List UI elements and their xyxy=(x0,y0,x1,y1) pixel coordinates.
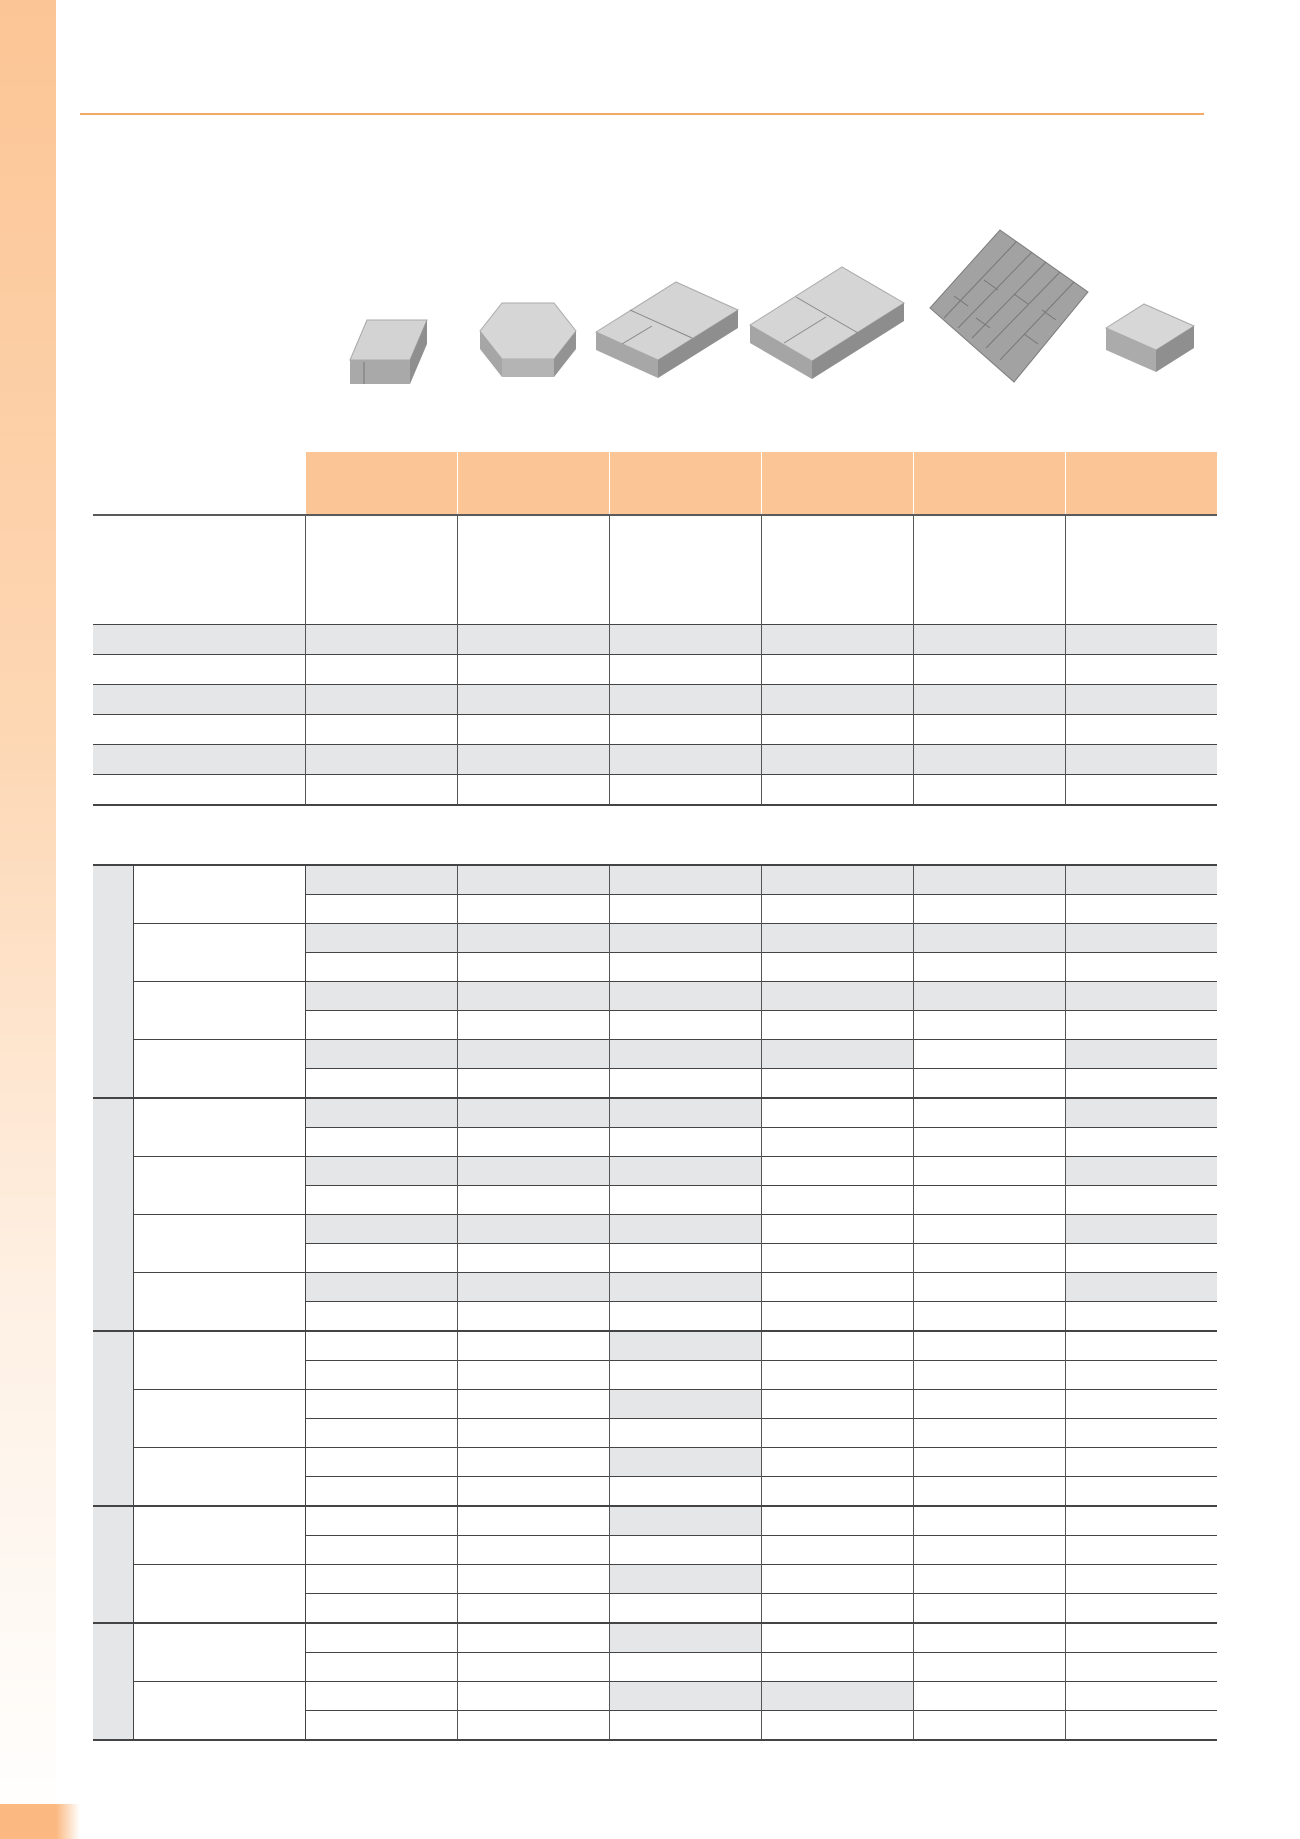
product-header-5 xyxy=(913,452,1065,515)
subgroup-label-cell xyxy=(133,1273,305,1332)
availability-cell xyxy=(761,1040,913,1069)
availability-cell xyxy=(609,1098,761,1128)
availability-cell xyxy=(1065,1215,1217,1244)
spec-cell xyxy=(305,625,457,655)
availability-cell xyxy=(609,1273,761,1302)
availability-cell xyxy=(761,1098,913,1128)
spec-cell xyxy=(913,745,1065,775)
availability-cell xyxy=(913,953,1065,982)
availability-cell xyxy=(1065,1506,1217,1536)
availability-cell xyxy=(1065,1682,1217,1711)
availability-cell xyxy=(457,1186,609,1215)
availability-cell xyxy=(305,1477,457,1507)
availability-cell xyxy=(609,865,761,895)
availability-cell xyxy=(305,1623,457,1653)
availability-cell xyxy=(913,1506,1065,1536)
availability-cell xyxy=(1065,1273,1217,1302)
availability-cell xyxy=(305,1157,457,1186)
availability-cell xyxy=(457,1040,609,1069)
spec-row xyxy=(93,655,1217,685)
subgroup-label-cell xyxy=(133,1682,305,1741)
availability-cell xyxy=(305,1390,457,1419)
spec-label-cell xyxy=(93,515,305,625)
availability-cell xyxy=(761,1157,913,1186)
availability-cell xyxy=(913,865,1065,895)
availability-cell xyxy=(305,1594,457,1624)
availability-row xyxy=(93,1682,1217,1711)
availability-cell xyxy=(761,953,913,982)
spec-row xyxy=(93,715,1217,745)
rhombus-paver-icon xyxy=(342,312,432,392)
subgroup-label-cell xyxy=(133,865,305,924)
availability-cell xyxy=(305,895,457,924)
availability-cell xyxy=(1065,1157,1217,1186)
availability-cell xyxy=(761,1623,913,1653)
availability-cell xyxy=(761,1069,913,1099)
subgroup-label-cell xyxy=(133,1157,305,1215)
spec-cell xyxy=(761,775,913,806)
availability-cell xyxy=(609,1711,761,1741)
availability-row xyxy=(93,1565,1217,1594)
spec-cell xyxy=(457,625,609,655)
availability-cell xyxy=(609,1128,761,1157)
availability-cell xyxy=(913,1215,1065,1244)
spec-cell xyxy=(913,625,1065,655)
availability-cell xyxy=(457,1448,609,1477)
spec-cell xyxy=(1065,515,1217,625)
spec-cell xyxy=(761,745,913,775)
page-tab xyxy=(0,1804,80,1839)
subgroup-label-cell xyxy=(133,1390,305,1448)
availability-cell xyxy=(457,1594,609,1624)
spec-label-cell xyxy=(93,655,305,685)
availability-cell xyxy=(761,1536,913,1565)
availability-row xyxy=(93,982,1217,1011)
product-header-2 xyxy=(457,452,609,515)
availability-cell xyxy=(609,1536,761,1565)
availability-cell xyxy=(609,895,761,924)
availability-cell xyxy=(609,1244,761,1273)
availability-cell xyxy=(913,1244,1065,1273)
availability-cell xyxy=(913,1390,1065,1419)
product-header-4 xyxy=(761,452,913,515)
spec-row xyxy=(93,745,1217,775)
spec-cell xyxy=(913,685,1065,715)
spec-cell xyxy=(609,715,761,745)
availability-cell xyxy=(761,1565,913,1594)
spec-cell xyxy=(457,685,609,715)
availability-row xyxy=(93,1506,1217,1536)
group-label-cell xyxy=(93,1623,133,1740)
availability-cell xyxy=(609,1011,761,1040)
availability-cell xyxy=(913,1419,1065,1448)
availability-cell xyxy=(305,1682,457,1711)
availability-cell xyxy=(761,865,913,895)
availability-cell xyxy=(305,1361,457,1390)
availability-cell xyxy=(1065,1186,1217,1215)
spec-cell xyxy=(457,655,609,685)
availability-cell xyxy=(457,1098,609,1128)
spec-label-cell xyxy=(93,715,305,745)
availability-cell xyxy=(457,1215,609,1244)
availability-cell xyxy=(1065,1448,1217,1477)
spec-cell xyxy=(609,745,761,775)
spec-cell xyxy=(761,685,913,715)
availability-cell xyxy=(305,1653,457,1682)
spec-cell xyxy=(1065,625,1217,655)
availability-cell xyxy=(609,1390,761,1419)
availability-cell xyxy=(913,1565,1065,1594)
availability-cell xyxy=(761,1682,913,1711)
header-rule xyxy=(80,113,1204,115)
availability-cell xyxy=(913,1361,1065,1390)
availability-cell xyxy=(1065,1011,1217,1040)
availability-cell xyxy=(457,1565,609,1594)
availability-cell xyxy=(457,1390,609,1419)
availability-cell xyxy=(1065,1536,1217,1565)
availability-cell xyxy=(761,1011,913,1040)
availability-cell xyxy=(457,1623,609,1653)
product-header-6 xyxy=(1065,452,1217,515)
availability-cell xyxy=(609,1565,761,1594)
availability-cell xyxy=(305,982,457,1011)
availability-cell xyxy=(609,953,761,982)
availability-cell xyxy=(609,1506,761,1536)
spec-cell xyxy=(1065,715,1217,745)
availability-cell xyxy=(913,982,1065,1011)
availability-cell xyxy=(761,1273,913,1302)
availability-cell xyxy=(305,1506,457,1536)
availability-row xyxy=(93,1157,1217,1186)
availability-table xyxy=(93,864,1217,1741)
availability-cell xyxy=(913,1098,1065,1128)
spec-cell xyxy=(609,685,761,715)
availability-cell xyxy=(305,1302,457,1332)
availability-cell xyxy=(609,1069,761,1099)
availability-cell xyxy=(1065,1477,1217,1507)
availability-cell xyxy=(305,1040,457,1069)
availability-cell xyxy=(1065,1565,1217,1594)
availability-cell xyxy=(913,1682,1065,1711)
availability-cell xyxy=(761,895,913,924)
availability-cell xyxy=(457,1157,609,1186)
availability-cell xyxy=(761,982,913,1011)
availability-cell xyxy=(761,1653,913,1682)
availability-cell xyxy=(457,1244,609,1273)
spec-row xyxy=(93,685,1217,715)
availability-cell xyxy=(305,865,457,895)
availability-cell xyxy=(457,1331,609,1361)
square-paver-icon xyxy=(1098,292,1203,387)
availability-cell xyxy=(457,924,609,953)
availability-cell xyxy=(305,953,457,982)
availability-cell xyxy=(609,1623,761,1653)
availability-cell xyxy=(1065,865,1217,895)
availability-cell xyxy=(457,895,609,924)
availability-cell xyxy=(1065,1594,1217,1624)
availability-cell xyxy=(305,1215,457,1244)
availability-cell xyxy=(761,1186,913,1215)
availability-cell xyxy=(1065,1098,1217,1128)
availability-cell xyxy=(913,1623,1065,1653)
availability-cell xyxy=(761,1390,913,1419)
availability-cell xyxy=(457,1011,609,1040)
availability-row xyxy=(93,924,1217,953)
availability-cell xyxy=(913,924,1065,953)
availability-cell xyxy=(913,1653,1065,1682)
availability-cell xyxy=(305,1011,457,1040)
group-label-cell xyxy=(93,865,133,1098)
spec-cell xyxy=(305,515,457,625)
availability-cell xyxy=(761,1128,913,1157)
availability-row xyxy=(93,1623,1217,1653)
availability-row xyxy=(93,865,1217,895)
availability-cell xyxy=(457,1477,609,1507)
availability-cell xyxy=(1065,953,1217,982)
availability-cell xyxy=(609,1361,761,1390)
availability-cell xyxy=(761,1711,913,1741)
availability-cell xyxy=(913,1448,1065,1477)
availability-cell xyxy=(305,1565,457,1594)
availability-cell xyxy=(609,1682,761,1711)
group-label-cell xyxy=(93,1098,133,1331)
availability-cell xyxy=(761,1594,913,1624)
availability-cell xyxy=(457,865,609,895)
spec-cell xyxy=(609,775,761,806)
availability-cell xyxy=(913,1011,1065,1040)
availability-cell xyxy=(913,1069,1065,1099)
spec-cell xyxy=(457,745,609,775)
availability-cell xyxy=(913,1594,1065,1624)
subgroup-label-cell xyxy=(133,1623,305,1682)
spec-cell xyxy=(305,715,457,745)
availability-cell xyxy=(305,924,457,953)
availability-cell xyxy=(457,1419,609,1448)
hexagon-paver-icon xyxy=(472,297,582,387)
availability-cell xyxy=(1065,1128,1217,1157)
spec-label-cell xyxy=(93,745,305,775)
availability-cell xyxy=(305,1448,457,1477)
availability-cell xyxy=(913,1302,1065,1332)
spec-cell xyxy=(1065,775,1217,806)
availability-cell xyxy=(1065,895,1217,924)
availability-cell xyxy=(457,1273,609,1302)
availability-row xyxy=(93,1098,1217,1128)
spec-cell xyxy=(1065,685,1217,715)
availability-cell xyxy=(457,1536,609,1565)
availability-cell xyxy=(913,1711,1065,1741)
spec-cell xyxy=(305,685,457,715)
availability-cell xyxy=(761,1361,913,1390)
availability-cell xyxy=(913,1157,1065,1186)
spec-cell xyxy=(913,515,1065,625)
spec-cell xyxy=(305,655,457,685)
subgroup-label-cell xyxy=(133,1098,305,1157)
availability-cell xyxy=(457,1302,609,1332)
group-label-cell xyxy=(93,1506,133,1623)
spec-label-cell xyxy=(93,625,305,655)
spec-data-rows xyxy=(93,625,1217,806)
availability-cell xyxy=(305,1128,457,1157)
spec-table xyxy=(93,452,1217,806)
availability-cell xyxy=(913,1186,1065,1215)
availability-row xyxy=(93,1273,1217,1302)
spec-cell xyxy=(913,775,1065,806)
availability-cell xyxy=(305,1419,457,1448)
availability-cell xyxy=(1065,924,1217,953)
availability-cell xyxy=(761,1448,913,1477)
availability-cell xyxy=(305,1186,457,1215)
availability-cell xyxy=(457,982,609,1011)
availability-cell xyxy=(761,924,913,953)
availability-cell xyxy=(305,1711,457,1741)
group-label-cell xyxy=(93,1331,133,1506)
spec-cell xyxy=(305,775,457,806)
availability-row xyxy=(93,1448,1217,1477)
availability-cell xyxy=(609,1302,761,1332)
spec-cell xyxy=(761,655,913,685)
availability-cell xyxy=(305,1331,457,1361)
spec-cell xyxy=(609,655,761,685)
availability-cell xyxy=(305,1244,457,1273)
availability-cell xyxy=(1065,1244,1217,1273)
plank-pattern-paver-icon xyxy=(924,222,1094,392)
spec-label-cell xyxy=(93,685,305,715)
availability-cell xyxy=(609,1594,761,1624)
availability-cell xyxy=(761,1215,913,1244)
product-header-1 xyxy=(305,452,457,515)
spec-cell xyxy=(609,515,761,625)
large-split-rectangle-paver-icon xyxy=(744,247,909,397)
availability-cell xyxy=(1065,1653,1217,1682)
spec-cell xyxy=(457,515,609,625)
availability-cell xyxy=(761,1331,913,1361)
availability-cell xyxy=(1065,1419,1217,1448)
spec-cell xyxy=(761,715,913,745)
availability-cell xyxy=(609,1448,761,1477)
spec-cell xyxy=(913,715,1065,745)
availability-cell xyxy=(1065,1711,1217,1741)
subgroup-label-cell xyxy=(133,924,305,982)
availability-cell xyxy=(913,1273,1065,1302)
subgroup-label-cell xyxy=(133,1215,305,1273)
availability-cell xyxy=(305,1536,457,1565)
spec-row xyxy=(93,775,1217,806)
availability-cell xyxy=(1065,982,1217,1011)
availability-row xyxy=(93,1331,1217,1361)
availability-cell xyxy=(913,895,1065,924)
spec-corner-cell xyxy=(93,452,305,515)
availability-cell xyxy=(609,1186,761,1215)
product-illustrations xyxy=(306,222,1218,402)
availability-cell xyxy=(609,924,761,953)
spec-cell xyxy=(913,655,1065,685)
availability-cell xyxy=(913,1128,1065,1157)
availability-cell xyxy=(761,1506,913,1536)
availability-cell xyxy=(457,953,609,982)
availability-cell xyxy=(457,1069,609,1099)
availability-cell xyxy=(1065,1361,1217,1390)
availability-cell xyxy=(761,1302,913,1332)
availability-cell xyxy=(609,1215,761,1244)
subgroup-label-cell xyxy=(133,1331,305,1390)
subgroup-label-cell xyxy=(133,1040,305,1099)
spec-cell xyxy=(761,515,913,625)
spec-cell xyxy=(457,715,609,745)
availability-cell xyxy=(761,1419,913,1448)
subgroup-label-cell xyxy=(133,1565,305,1624)
spec-cell xyxy=(457,775,609,806)
subgroup-label-cell xyxy=(133,1448,305,1507)
spec-cell xyxy=(761,625,913,655)
spec-cell xyxy=(1065,745,1217,775)
availability-row xyxy=(93,1390,1217,1419)
availability-cell xyxy=(1065,1331,1217,1361)
availability-cell xyxy=(913,1040,1065,1069)
availability-cell xyxy=(609,1040,761,1069)
availability-cell xyxy=(305,1069,457,1099)
availability-cell xyxy=(1065,1040,1217,1069)
availability-cell xyxy=(457,1361,609,1390)
availability-cell xyxy=(761,1477,913,1507)
spec-header-row xyxy=(93,452,1217,515)
side-color-band xyxy=(0,0,56,1839)
availability-row xyxy=(93,1040,1217,1069)
spec-image-row xyxy=(93,515,1217,625)
availability-cell xyxy=(457,1128,609,1157)
spec-cell xyxy=(1065,655,1217,685)
subgroup-label-cell xyxy=(133,1506,305,1565)
availability-cell xyxy=(1065,1069,1217,1099)
availability-row xyxy=(93,1215,1217,1244)
availability-cell xyxy=(1065,1390,1217,1419)
availability-cell xyxy=(913,1477,1065,1507)
spec-label-cell xyxy=(93,775,305,806)
subgroup-label-cell xyxy=(133,982,305,1040)
availability-cell xyxy=(609,982,761,1011)
availability-cell xyxy=(457,1682,609,1711)
availability-cell xyxy=(913,1331,1065,1361)
split-rectangle-paver-icon xyxy=(592,272,742,392)
availability-cell xyxy=(761,1244,913,1273)
availability-cell xyxy=(457,1506,609,1536)
availability-cell xyxy=(305,1098,457,1128)
availability-cell xyxy=(609,1331,761,1361)
availability-cell xyxy=(1065,1302,1217,1332)
availability-cell xyxy=(609,1157,761,1186)
spec-cell xyxy=(609,625,761,655)
spec-row xyxy=(93,625,1217,655)
availability-cell xyxy=(457,1711,609,1741)
availability-cell xyxy=(609,1477,761,1507)
spec-cell xyxy=(305,745,457,775)
availability-cell xyxy=(609,1419,761,1448)
availability-cell xyxy=(457,1653,609,1682)
availability-cell xyxy=(305,1273,457,1302)
product-header-3 xyxy=(609,452,761,515)
availability-cell xyxy=(609,1653,761,1682)
availability-cell xyxy=(1065,1623,1217,1653)
availability-cell xyxy=(913,1536,1065,1565)
